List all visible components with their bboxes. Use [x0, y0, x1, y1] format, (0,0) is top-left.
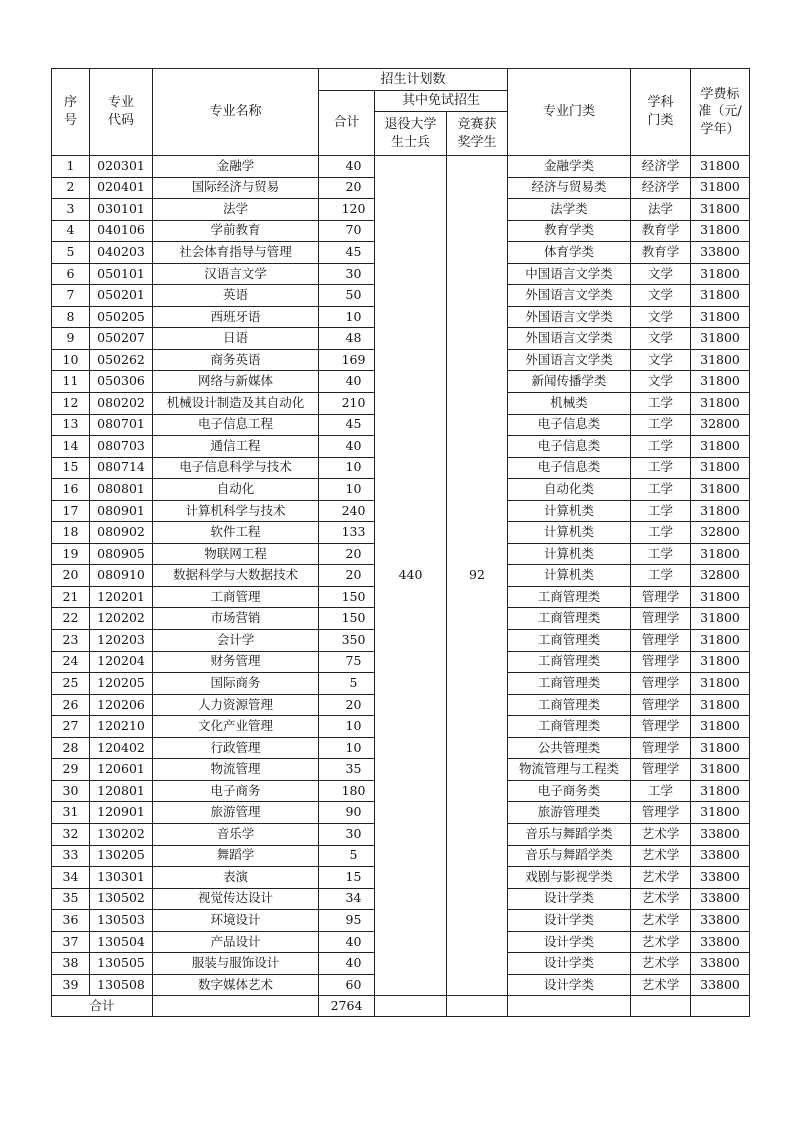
row-code: 050101 [90, 263, 153, 285]
row-discipline: 文学 [631, 306, 691, 328]
row-discipline: 艺术学 [631, 888, 691, 910]
row-tuition: 31800 [691, 285, 750, 307]
row-plan: 20 [319, 177, 375, 199]
row-plan: 169 [319, 349, 375, 371]
row-discipline: 艺术学 [631, 974, 691, 996]
row-discipline: 工学 [631, 780, 691, 802]
row-tuition: 33800 [691, 867, 750, 889]
row-discipline: 艺术学 [631, 823, 691, 845]
row-tuition: 31800 [691, 306, 750, 328]
row-category: 法学类 [508, 199, 631, 221]
row-code: 050306 [90, 371, 153, 393]
row-name: 电子商务 [153, 780, 319, 802]
row-seq: 21 [52, 586, 90, 608]
row-name: 通信工程 [153, 436, 319, 458]
row-seq: 32 [52, 823, 90, 845]
row-discipline: 文学 [631, 328, 691, 350]
row-plan: 20 [319, 543, 375, 565]
row-discipline: 工学 [631, 479, 691, 501]
row-seq: 18 [52, 522, 90, 544]
row-tuition: 31800 [691, 371, 750, 393]
table-body [52, 156, 750, 996]
row-category: 教育学类 [508, 220, 631, 242]
row-seq: 4 [52, 220, 90, 242]
row-name: 学前教育 [153, 220, 319, 242]
row-tuition: 33800 [691, 888, 750, 910]
row-plan: 35 [319, 759, 375, 781]
total-empty-cell [508, 996, 631, 1017]
row-category: 外国语言文学类 [508, 285, 631, 307]
row-category: 金融学类 [508, 156, 631, 178]
row-tuition: 31800 [691, 263, 750, 285]
row-category: 工商管理类 [508, 673, 631, 695]
row-category: 旅游管理类 [508, 802, 631, 824]
row-discipline: 工学 [631, 457, 691, 479]
row-tuition: 33800 [691, 953, 750, 975]
row-name: 行政管理 [153, 737, 319, 759]
header-veterans: 退役大学生士兵 [375, 112, 447, 156]
row-code: 050262 [90, 349, 153, 371]
row-category: 设计学类 [508, 931, 631, 953]
row-plan: 10 [319, 479, 375, 501]
row-discipline: 工学 [631, 414, 691, 436]
row-category: 计算机类 [508, 565, 631, 587]
row-name: 舞蹈学 [153, 845, 319, 867]
row-name: 文化产业管理 [153, 716, 319, 738]
row-name: 数字媒体艺术 [153, 974, 319, 996]
row-code: 120901 [90, 802, 153, 824]
row-name: 日语 [153, 328, 319, 350]
row-discipline: 管理学 [631, 737, 691, 759]
row-name: 数据科学与大数据技术 [153, 565, 319, 587]
row-plan: 40 [319, 156, 375, 178]
row-seq: 8 [52, 306, 90, 328]
row-code: 130504 [90, 931, 153, 953]
row-category: 工商管理类 [508, 716, 631, 738]
row-seq: 20 [52, 565, 90, 587]
row-discipline: 文学 [631, 371, 691, 393]
row-code: 130205 [90, 845, 153, 867]
row-seq: 5 [52, 242, 90, 264]
row-discipline: 管理学 [631, 759, 691, 781]
row-tuition: 31800 [691, 177, 750, 199]
row-name: 物流管理 [153, 759, 319, 781]
row-seq: 10 [52, 349, 90, 371]
row-category: 设计学类 [508, 888, 631, 910]
row-name: 自动化 [153, 479, 319, 501]
row-tuition: 31800 [691, 608, 750, 630]
row-seq: 27 [52, 716, 90, 738]
row-plan: 30 [319, 823, 375, 845]
row-seq: 14 [52, 436, 90, 458]
row-seq: 28 [52, 737, 90, 759]
row-code: 050201 [90, 285, 153, 307]
row-code: 130502 [90, 888, 153, 910]
total-label: 合计 [52, 996, 153, 1017]
row-discipline: 工学 [631, 436, 691, 458]
row-seq: 17 [52, 500, 90, 522]
row-discipline: 艺术学 [631, 953, 691, 975]
row-category: 计算机类 [508, 500, 631, 522]
row-category: 工商管理类 [508, 586, 631, 608]
row-code: 080902 [90, 522, 153, 544]
row-code: 130508 [90, 974, 153, 996]
row-plan: 10 [319, 737, 375, 759]
row-category: 音乐与舞蹈学类 [508, 845, 631, 867]
row-code: 080910 [90, 565, 153, 587]
row-seq: 31 [52, 802, 90, 824]
row-name: 人力资源管理 [153, 694, 319, 716]
row-code: 130503 [90, 910, 153, 932]
row-tuition: 31800 [691, 220, 750, 242]
row-code: 040106 [90, 220, 153, 242]
row-discipline: 教育学 [631, 242, 691, 264]
row-discipline: 管理学 [631, 716, 691, 738]
row-category: 音乐与舞蹈学类 [508, 823, 631, 845]
row-seq: 30 [52, 780, 90, 802]
row-plan: 240 [319, 500, 375, 522]
row-tuition: 31800 [691, 543, 750, 565]
row-plan: 45 [319, 414, 375, 436]
row-discipline: 工学 [631, 565, 691, 587]
row-discipline: 文学 [631, 349, 691, 371]
row-code: 130202 [90, 823, 153, 845]
row-name: 国际商务 [153, 673, 319, 695]
row-category: 公共管理类 [508, 737, 631, 759]
row-plan: 40 [319, 953, 375, 975]
row-code: 080901 [90, 500, 153, 522]
row-seq: 13 [52, 414, 90, 436]
row-name: 电子信息科学与技术 [153, 457, 319, 479]
row-discipline: 工学 [631, 393, 691, 415]
row-seq: 7 [52, 285, 90, 307]
row-name: 计算机科学与技术 [153, 500, 319, 522]
header-seq: 序号 [52, 69, 90, 156]
row-seq: 15 [52, 457, 90, 479]
row-code: 080801 [90, 479, 153, 501]
row-tuition: 31800 [691, 393, 750, 415]
row-tuition: 31800 [691, 737, 750, 759]
row-category: 外国语言文学类 [508, 349, 631, 371]
row-discipline: 艺术学 [631, 910, 691, 932]
header-total: 合计 [319, 91, 375, 156]
row-tuition: 31800 [691, 759, 750, 781]
row-plan: 180 [319, 780, 375, 802]
row-code: 120801 [90, 780, 153, 802]
row-category: 设计学类 [508, 910, 631, 932]
row-plan: 48 [319, 328, 375, 350]
row-tuition: 33800 [691, 974, 750, 996]
row-tuition: 31800 [691, 436, 750, 458]
row-name: 软件工程 [153, 522, 319, 544]
row-tuition: 33800 [691, 823, 750, 845]
row-tuition: 31800 [691, 673, 750, 695]
row-discipline: 经济学 [631, 177, 691, 199]
row-plan: 95 [319, 910, 375, 932]
row-name: 法学 [153, 199, 319, 221]
row-plan: 10 [319, 306, 375, 328]
row-plan: 70 [319, 220, 375, 242]
enrollment-plan-table [51, 68, 750, 1017]
row-code: 050207 [90, 328, 153, 350]
row-discipline: 管理学 [631, 802, 691, 824]
row-category: 机械类 [508, 393, 631, 415]
row-seq: 12 [52, 393, 90, 415]
total-value: 2764 [319, 996, 375, 1017]
row-name: 视觉传达设计 [153, 888, 319, 910]
row-tuition: 31800 [691, 500, 750, 522]
row-seq: 2 [52, 177, 90, 199]
row-code: 120210 [90, 716, 153, 738]
row-plan: 34 [319, 888, 375, 910]
row-code: 120402 [90, 737, 153, 759]
table-header [52, 69, 750, 156]
row-seq: 33 [52, 845, 90, 867]
row-discipline: 工学 [631, 543, 691, 565]
row-code: 120206 [90, 694, 153, 716]
total-empty-cell [691, 996, 750, 1017]
table-row [52, 156, 750, 178]
row-code: 120201 [90, 586, 153, 608]
header-competition: 竞赛获奖学生 [447, 112, 508, 156]
row-name: 产品设计 [153, 931, 319, 953]
row-code: 020301 [90, 156, 153, 178]
row-category: 工商管理类 [508, 608, 631, 630]
row-tuition: 31800 [691, 199, 750, 221]
row-plan: 15 [319, 867, 375, 889]
total-row [52, 996, 750, 1017]
row-seq: 35 [52, 888, 90, 910]
row-plan: 210 [319, 393, 375, 415]
row-tuition: 31800 [691, 328, 750, 350]
row-seq: 39 [52, 974, 90, 996]
row-name: 汉语言文学 [153, 263, 319, 285]
header-code: 专业代码 [90, 69, 153, 156]
row-code: 080202 [90, 393, 153, 415]
row-discipline: 管理学 [631, 608, 691, 630]
row-name: 英语 [153, 285, 319, 307]
row-tuition: 31800 [691, 716, 750, 738]
row-tuition: 32800 [691, 414, 750, 436]
row-plan: 20 [319, 694, 375, 716]
row-name: 国际经济与贸易 [153, 177, 319, 199]
row-tuition: 32800 [691, 565, 750, 587]
row-discipline: 管理学 [631, 630, 691, 652]
row-plan: 75 [319, 651, 375, 673]
row-seq: 23 [52, 630, 90, 652]
row-code: 120601 [90, 759, 153, 781]
row-name: 旅游管理 [153, 802, 319, 824]
row-seq: 19 [52, 543, 90, 565]
row-category: 计算机类 [508, 543, 631, 565]
row-name: 财务管理 [153, 651, 319, 673]
row-seq: 1 [52, 156, 90, 178]
row-tuition: 31800 [691, 586, 750, 608]
row-category: 工商管理类 [508, 651, 631, 673]
row-tuition: 31800 [691, 349, 750, 371]
header-name: 专业名称 [153, 69, 319, 156]
row-tuition: 33800 [691, 931, 750, 953]
row-discipline: 艺术学 [631, 867, 691, 889]
row-code: 120203 [90, 630, 153, 652]
row-tuition: 31800 [691, 479, 750, 501]
row-name: 服装与服饰设计 [153, 953, 319, 975]
row-name: 西班牙语 [153, 306, 319, 328]
row-seq: 24 [52, 651, 90, 673]
row-code: 080905 [90, 543, 153, 565]
row-plan: 120 [319, 199, 375, 221]
row-name: 机械设计制造及其自动化 [153, 393, 319, 415]
total-empty-cell [631, 996, 691, 1017]
competition-total-cell: 92 [447, 156, 508, 996]
row-discipline: 文学 [631, 285, 691, 307]
row-plan: 20 [319, 565, 375, 587]
row-code: 120205 [90, 673, 153, 695]
row-code: 080701 [90, 414, 153, 436]
row-plan: 5 [319, 673, 375, 695]
row-category: 中国语言文学类 [508, 263, 631, 285]
row-category: 电子商务类 [508, 780, 631, 802]
row-category: 物流管理与工程类 [508, 759, 631, 781]
row-category: 外国语言文学类 [508, 328, 631, 350]
row-tuition: 31800 [691, 457, 750, 479]
row-tuition: 33800 [691, 845, 750, 867]
row-code: 020401 [90, 177, 153, 199]
row-code: 050205 [90, 306, 153, 328]
row-category: 自动化类 [508, 479, 631, 501]
row-category: 新闻传播学类 [508, 371, 631, 393]
row-tuition: 32800 [691, 522, 750, 544]
row-tuition: 31800 [691, 651, 750, 673]
row-discipline: 工学 [631, 522, 691, 544]
row-code: 080714 [90, 457, 153, 479]
row-plan: 40 [319, 436, 375, 458]
row-tuition: 31800 [691, 694, 750, 716]
row-seq: 25 [52, 673, 90, 695]
row-discipline: 管理学 [631, 673, 691, 695]
row-discipline: 艺术学 [631, 845, 691, 867]
row-plan: 5 [319, 845, 375, 867]
header-plan-group: 招生计划数 [319, 69, 508, 91]
row-name: 表演 [153, 867, 319, 889]
row-seq: 38 [52, 953, 90, 975]
row-plan: 133 [319, 522, 375, 544]
row-seq: 11 [52, 371, 90, 393]
row-name: 音乐学 [153, 823, 319, 845]
row-category: 电子信息类 [508, 457, 631, 479]
row-discipline: 管理学 [631, 586, 691, 608]
row-tuition: 33800 [691, 910, 750, 932]
row-category: 设计学类 [508, 974, 631, 996]
row-plan: 350 [319, 630, 375, 652]
row-category: 电子信息类 [508, 436, 631, 458]
row-tuition: 33800 [691, 242, 750, 264]
row-name: 物联网工程 [153, 543, 319, 565]
row-plan: 40 [319, 931, 375, 953]
row-plan: 150 [319, 586, 375, 608]
row-category: 外国语言文学类 [508, 306, 631, 328]
row-discipline: 法学 [631, 199, 691, 221]
row-plan: 30 [319, 263, 375, 285]
row-name: 环境设计 [153, 910, 319, 932]
row-code: 080703 [90, 436, 153, 458]
row-category: 工商管理类 [508, 694, 631, 716]
row-plan: 50 [319, 285, 375, 307]
total-empty-cell [153, 996, 319, 1017]
row-tuition: 31800 [691, 802, 750, 824]
row-seq: 26 [52, 694, 90, 716]
veterans-total-cell: 440 [375, 156, 447, 996]
row-seq: 29 [52, 759, 90, 781]
row-category: 工商管理类 [508, 630, 631, 652]
row-plan: 90 [319, 802, 375, 824]
row-seq: 22 [52, 608, 90, 630]
row-category: 电子信息类 [508, 414, 631, 436]
row-discipline: 艺术学 [631, 931, 691, 953]
header-category: 专业门类 [508, 69, 631, 156]
row-code: 120202 [90, 608, 153, 630]
row-discipline: 经济学 [631, 156, 691, 178]
row-category: 经济与贸易类 [508, 177, 631, 199]
row-plan: 10 [319, 457, 375, 479]
row-name: 会计学 [153, 630, 319, 652]
row-plan: 45 [319, 242, 375, 264]
row-category: 戏剧与影视学类 [508, 867, 631, 889]
row-plan: 60 [319, 974, 375, 996]
total-empty-cell [447, 996, 508, 1017]
row-seq: 6 [52, 263, 90, 285]
header-exempt-group: 其中免试招生 [375, 91, 508, 112]
row-code: 130505 [90, 953, 153, 975]
row-tuition: 31800 [691, 156, 750, 178]
row-name: 网络与新媒体 [153, 371, 319, 393]
row-discipline: 教育学 [631, 220, 691, 242]
row-code: 120204 [90, 651, 153, 673]
header-discipline: 学科门类 [631, 69, 691, 156]
row-seq: 16 [52, 479, 90, 501]
row-seq: 3 [52, 199, 90, 221]
row-category: 设计学类 [508, 953, 631, 975]
row-category: 计算机类 [508, 522, 631, 544]
row-name: 市场营销 [153, 608, 319, 630]
row-discipline: 文学 [631, 263, 691, 285]
row-name: 工商管理 [153, 586, 319, 608]
row-name: 社会体育指导与管理 [153, 242, 319, 264]
row-category: 体育学类 [508, 242, 631, 264]
row-name: 电子信息工程 [153, 414, 319, 436]
row-code: 030101 [90, 199, 153, 221]
row-discipline: 管理学 [631, 651, 691, 673]
row-seq: 9 [52, 328, 90, 350]
row-name: 商务英语 [153, 349, 319, 371]
row-plan: 40 [319, 371, 375, 393]
row-seq: 36 [52, 910, 90, 932]
row-name: 金融学 [153, 156, 319, 178]
row-seq: 34 [52, 867, 90, 889]
row-discipline: 管理学 [631, 694, 691, 716]
row-discipline: 工学 [631, 500, 691, 522]
row-plan: 150 [319, 608, 375, 630]
row-code: 040203 [90, 242, 153, 264]
row-code: 130301 [90, 867, 153, 889]
row-plan: 10 [319, 716, 375, 738]
row-tuition: 31800 [691, 630, 750, 652]
header-tuition: 学费标准（元/学年） [691, 69, 750, 156]
row-seq: 37 [52, 931, 90, 953]
row-tuition: 31800 [691, 780, 750, 802]
total-empty-cell [375, 996, 447, 1017]
